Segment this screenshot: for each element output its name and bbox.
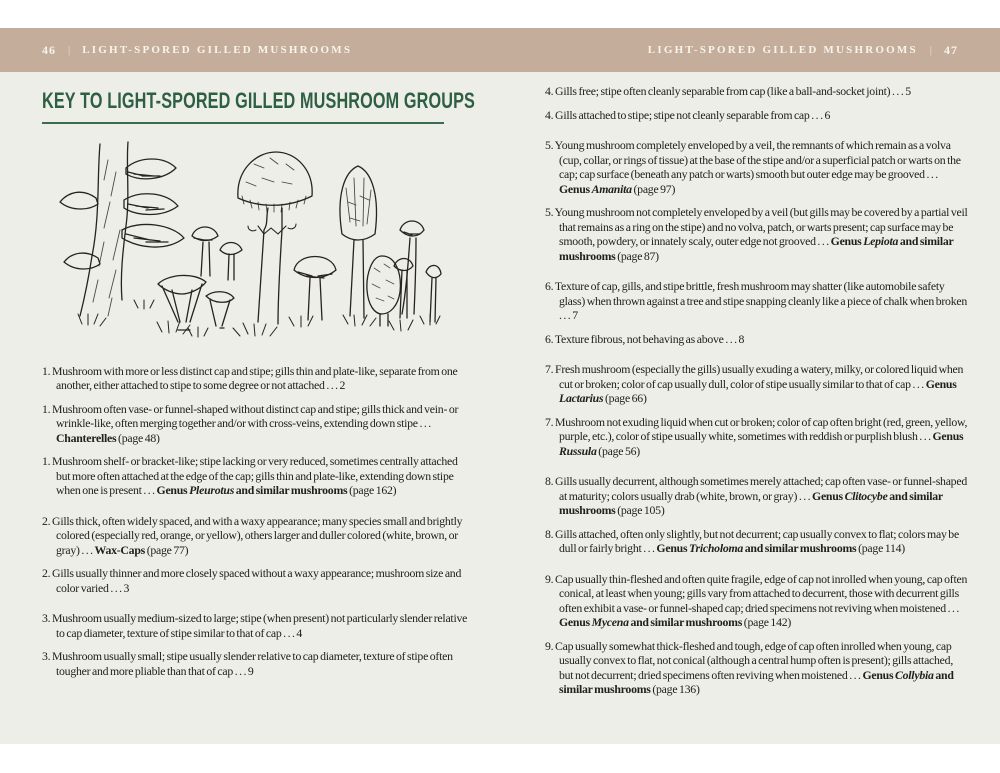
key-item xyxy=(42,364,470,393)
key-item-number: 6. xyxy=(545,279,555,293)
key-item-text: (page 97) xyxy=(631,181,676,196)
key-item-text: Mushroom usually medium-sized to large; stipe (when present) not particularly slender relative to cap diameter, texture of stipe similar to that of cap . . . 4 xyxy=(52,611,468,640)
key-item-text: (page 136) xyxy=(650,682,700,696)
key-item-number: 8. xyxy=(545,474,556,488)
key-item-text: Fresh mushroom (especially the gills) usually exuding a watery, milky, or colored liquid when cut or broken; color of cap usually dull, color of stipe usually similar to that of cap . . . xyxy=(555,362,964,391)
key-item-text: Mushroom usually small; stipe usually slender relative to cap diameter, texture of stipe often tougher and more pliable than that of cap . . . 9 xyxy=(52,649,453,678)
running-header-bar xyxy=(0,28,1000,72)
key-item-text: Genus xyxy=(830,234,864,248)
header-separator-right: | xyxy=(929,44,932,56)
page-spread-background xyxy=(0,72,1000,744)
key-item-text: Texture of cap, gills, and stipe brittle, fresh mushroom may shatter (like automobile safety glass) when thrown against a tree and stipe snapping cleanly like a piece of chalk when broken . . . 7 xyxy=(554,279,967,322)
page-number-left: 46 xyxy=(42,42,56,57)
key-item-text: Young mushroom not completely enveloped by a veil (but gills may be covered by a partial veil that remains as a ring on the stipe) and no volva, patch, or warts present; cap surface may be smooth, powdery, or innately scaly, outer edge not grooved . . . xyxy=(554,205,968,248)
key-item-text: Russula xyxy=(559,443,597,458)
key-item xyxy=(545,138,969,196)
key-item-text: Gills attached, often only slightly, but not decurrent; cap usually convex to flat; colors may be dull or fairly bright . . . xyxy=(555,526,959,555)
key-item-text: Cap usually thin-fleshed and often quite fragile, edge of cap not inrolled when young, cap often conical, at least when young; gills vary from attached to decurrent, those with decurrent gills often exhibit a vase- or funnel-shaped cap; dried specimens not reviving when moistened . . . xyxy=(555,571,968,615)
key-item xyxy=(545,362,969,406)
key-item-number: 2. xyxy=(42,566,53,580)
key-item-text: Lactarius xyxy=(559,391,604,405)
key-item-number: 9. xyxy=(545,571,556,586)
key-item-text: Mushroom shelf- or bracket-like; stipe lacking or very reduced, sometimes centrally attached but more often attached at the edge of the cap; gills thin and plate-like, extending down stipe when one is present . . . xyxy=(52,454,458,497)
key-item-text: Genus xyxy=(656,541,689,555)
key-item-number: 7. xyxy=(545,362,556,376)
key-item-text: Gills usually thinner and more closely spaced without a waxy appearance; mushroom size and color varied . . . 3 xyxy=(52,566,462,595)
key-item xyxy=(545,205,969,263)
key-item-text: Genus xyxy=(559,615,592,629)
key-item-text: Lepiota xyxy=(863,234,899,248)
key-item-text: Genus xyxy=(925,376,957,391)
key-item xyxy=(545,84,969,99)
key-item-text: Genus xyxy=(559,181,592,196)
mushroom-line-drawing-svg xyxy=(42,138,442,346)
key-item xyxy=(545,108,969,123)
key-item-number: 5. xyxy=(545,205,555,219)
key-item-text: (page 77) xyxy=(145,542,189,557)
key-item xyxy=(545,332,969,347)
key-item-number: 8. xyxy=(545,526,556,541)
key-item-number: 1. xyxy=(42,363,53,378)
key-item-text: and similar mushrooms xyxy=(743,541,857,555)
running-title-right: LIGHT-SPORED GILLED MUSHROOMS xyxy=(647,44,918,56)
key-item-text: Amanita xyxy=(591,181,632,196)
running-title-left: LIGHT-SPORED GILLED MUSHROOMS xyxy=(82,44,353,56)
key-item-text: Wax-Caps xyxy=(94,542,145,557)
key-item xyxy=(42,566,470,595)
key-item-text: and similar mushrooms xyxy=(559,234,954,263)
key-item-text: (page 114) xyxy=(856,541,905,555)
left-page-column xyxy=(42,72,475,678)
key-item-number: 4. xyxy=(545,84,556,98)
key-item-number: 3. xyxy=(42,611,53,625)
key-item-text: Gills free; stipe often cleanly separable from cap (like a ball-and-socket joint) . . . 5 xyxy=(555,84,911,98)
key-item-text: (page 87) xyxy=(615,248,659,263)
key-item xyxy=(42,514,470,558)
key-item-text: and similar mushrooms xyxy=(628,615,743,629)
key-item xyxy=(42,611,470,640)
key-item-text: Genus xyxy=(812,488,845,503)
key-item-number: 7. xyxy=(545,414,556,429)
key-item-text: (page 162) xyxy=(347,483,397,497)
running-head-left xyxy=(42,43,352,58)
key-item xyxy=(42,649,470,678)
key-item-number: 1. xyxy=(42,454,53,468)
key-item xyxy=(545,474,969,518)
key-item-text: Mycena xyxy=(591,615,629,629)
right-page-column xyxy=(545,72,969,697)
key-item-number: 4. xyxy=(545,107,556,122)
key-item-text: Gills thick, often widely spaced, and with a waxy appearance; many species small and brightly colored (especially red, orange, or yellow), others larger and duller colored (white, brown, or gray) . . . xyxy=(52,513,463,557)
key-item-number: 3. xyxy=(42,649,53,663)
key-item-text: Tricholoma xyxy=(688,541,744,555)
key-item-text: Collybia xyxy=(895,667,934,682)
running-head-right xyxy=(648,43,958,58)
key-item xyxy=(42,402,470,446)
key-item xyxy=(545,279,969,323)
key-item-text: (page 66) xyxy=(603,391,647,405)
page-title: KEY TO LIGHT-SPORED GILLED MUSHROOM GROUPS xyxy=(42,88,475,113)
key-item-text: Chanterelles xyxy=(56,430,117,445)
key-item-text: (page 56) xyxy=(596,443,640,458)
header-separator-left: | xyxy=(68,44,71,56)
key-item-text: Pleurotus xyxy=(189,483,235,497)
key-item-number: 5. xyxy=(545,138,555,152)
key-item-text: Genus xyxy=(862,667,896,682)
key-item xyxy=(42,454,470,498)
key-item-number: 1. xyxy=(42,401,53,416)
page-title-underline xyxy=(42,88,475,124)
key-item-text: (page 105) xyxy=(615,503,665,517)
key-item-text: Young mushroom completely enveloped by a veil, the remnants of which remain as a volva (cup, collar, or rings of tissue) at the base of the stipe and/or a superficial patch or warts on the cap; cap surface (beneath any patch or warts) smooth but outer edge may be grooved . . . xyxy=(554,138,961,181)
key-item-text: Mushroom with more or less distinct cap and stipe; gills thin and plate-like, separate from one another, either attached to stipe to some degree or not attached . . . 2 xyxy=(52,363,458,392)
key-item-text: Clitocybe xyxy=(844,488,888,503)
key-item-text: Genus xyxy=(156,483,190,497)
key-item-text: (page 142) xyxy=(742,615,792,629)
key-item xyxy=(545,572,969,630)
mushroom-illustration xyxy=(42,138,470,351)
key-item-text: Genus xyxy=(932,429,964,443)
key-item-number: 2. xyxy=(42,513,53,528)
key-item-text: and similar mushrooms xyxy=(559,667,954,696)
key-item-number: 6. xyxy=(545,331,555,346)
page-number-right: 47 xyxy=(944,42,958,57)
key-item xyxy=(545,527,969,556)
key-item xyxy=(545,639,969,697)
key-item-text: Cap usually somewhat thick-fleshed and tough, edge of cap often inrolled when young, cap usually convex to flat, not conical (although a central hump often is present); gills attached, but not decurrent; dried specimens often reviving when moistened . . . xyxy=(555,638,954,682)
key-item xyxy=(545,415,969,459)
key-item-text: Gills attached to stipe; stipe not cleanly separable from cap . . . 6 xyxy=(555,107,831,122)
key-item-text: Gills usually decurrent, although sometimes merely attached; cap often vase- or funnel-shaped at maturity; colors usually drab (white, brown, or gray) . . . xyxy=(555,474,967,503)
key-item-text: Texture fibrous, not behaving as above . . . 8 xyxy=(554,331,745,346)
key-item-text: and similar mushrooms xyxy=(234,483,348,497)
key-item-text: Mushroom not exuding liquid when cut or broken; color of cap often bright (red, green, yellow, purple, etc.), color of stipe usually white, sometimes with reddish or purplish blush . . . xyxy=(555,414,968,443)
key-list-right xyxy=(545,84,969,697)
key-item-text: Mushroom often vase- or funnel-shaped without distinct cap and stipe; gills thick and vein- or wrinkle-like, often merging together and/or with cross-veins, extending down stipe . . . xyxy=(52,401,459,430)
key-list-left xyxy=(42,364,470,679)
key-item-text: (page 48) xyxy=(116,430,160,445)
key-item-number: 9. xyxy=(545,638,556,653)
key-item-text: and similar mushrooms xyxy=(559,488,943,517)
